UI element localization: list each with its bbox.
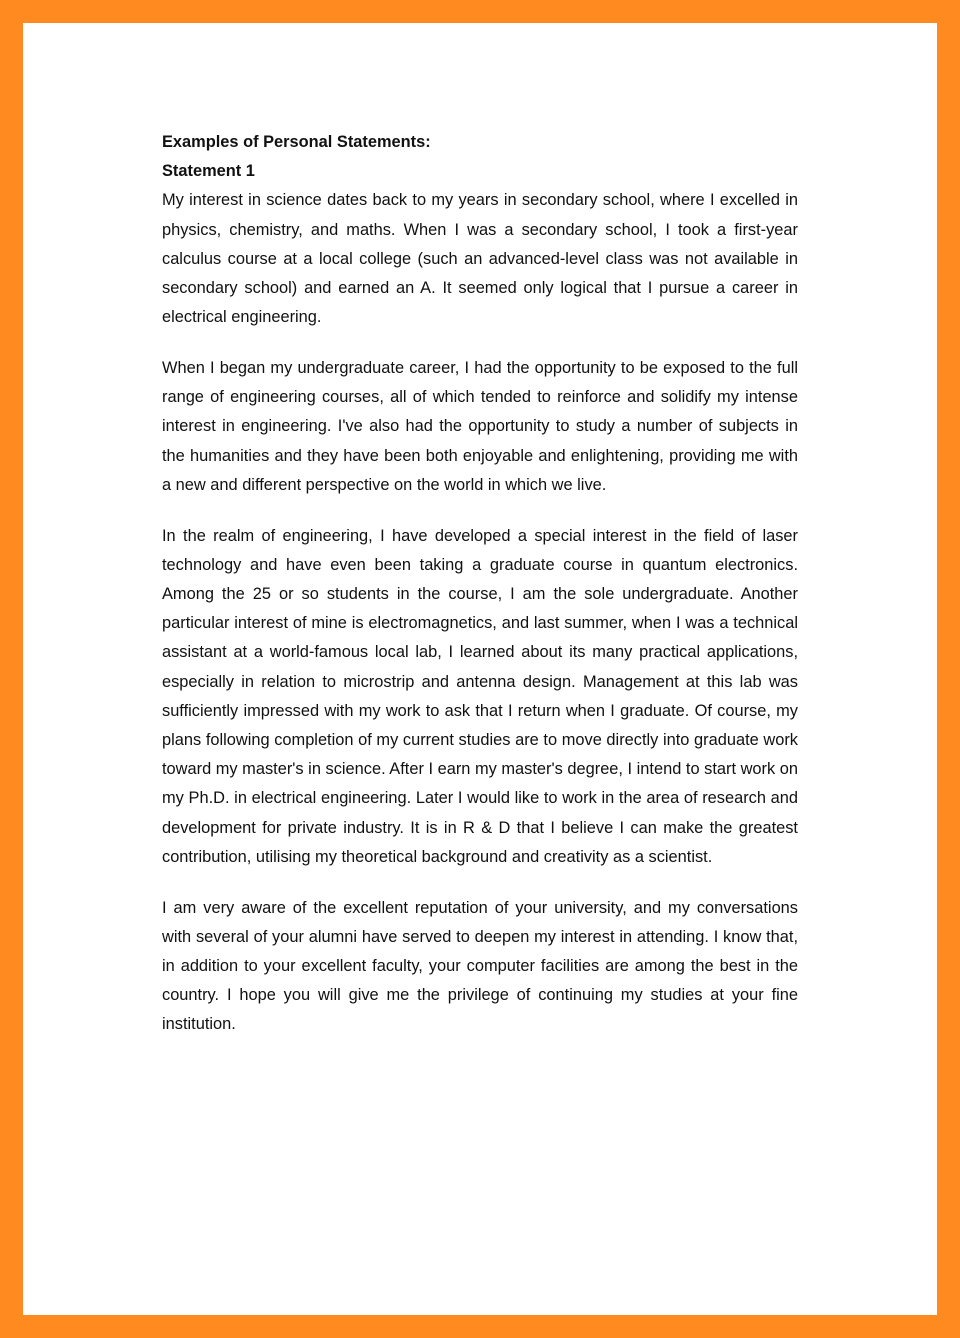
document-title: Examples of Personal Statements: xyxy=(162,133,431,151)
statement-heading: Statement 1 xyxy=(162,162,255,181)
paragraph-1: My interest in science dates back to my years in secondary school, where I excelled in physics, chemistry, and maths. When I was a secondary school, I took a first-year calculus course at a local college (such an advanced-level class was not available in secondary school) and earned an A. It seemed only logical that I pursue a career in electrical engineering. xyxy=(162,191,798,327)
paragraph-4: I am very aware of the excellent reputation of your university, and my conversations with several of your alumni have served to deepen my interest in attending. I know that, in addition to your excellent faculty, your computer facilities are among the best in the country. I hope you will give me the privilege of continuing my studies at your fine institution. xyxy=(162,898,798,1034)
paragraph-2: When I began my undergraduate career, I had the opportunity to be exposed to the full range of engineering courses, all of which tended to reinforce and solidify my intense interest in engineering. I've also had the opportunity to study a number of subjects in the humanities and they have been both enjoyable and enlightening, providing me with a new and different perspective on the world in which we live. xyxy=(162,359,798,494)
paragraph-3: In the realm of engineering, I have developed a special interest in the field of laser technology and have even been taking a graduate course in quantum electronics. Among the 25 or so students in the course, I am the sole undergraduate. Another particular interest of mine is electromagnetics, and last summer, when I was a technical assistant at a world-famous local lab, I learned about its many practical applications, especially in relation to microstrip and antenna design. Management at this lab was sufficiently impressed with my work to ask that I return when I graduate. Of course, my plans following completion of my current studies are to move directly into graduate work toward my master's in science. After I earn my master's degree, I intend to start work on my Ph.D. in electrical engineering. Later I would like to work in the area of research and development for private industry. It is in R & D that I believe I can make the greatest contribution, utilising my theoretical background and creativity as a scientist. xyxy=(162,526,798,866)
document-content xyxy=(162,128,798,1061)
document-page xyxy=(23,23,937,1315)
